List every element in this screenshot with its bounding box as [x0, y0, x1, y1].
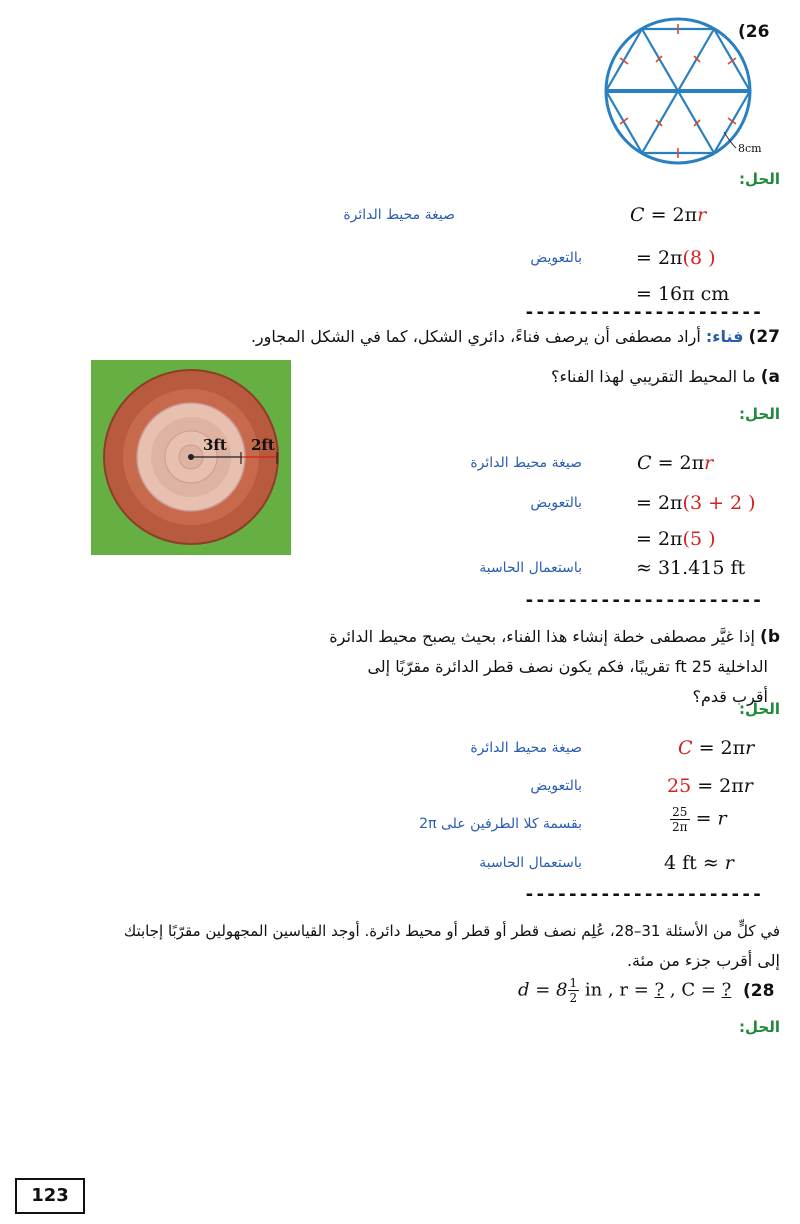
formula-equation: C = 2πr	[630, 204, 707, 226]
solution-heading: الحل:	[739, 1018, 780, 1036]
patio-inner-label: 3ft	[203, 436, 227, 454]
calculator-label: باستعمال الحاسبة	[479, 560, 582, 576]
solution-heading: الحل:	[739, 700, 780, 718]
solution-heading: الحل:	[739, 170, 780, 188]
divider-dashes: ----------------------	[524, 302, 763, 323]
patio-figure	[91, 360, 291, 555]
formula-label: صيغة محيط الدائرة	[470, 455, 582, 471]
q26-number: (26	[738, 22, 770, 42]
substitution-label: بالتعويض	[530, 495, 582, 511]
substitution-equation: = 2π(8 )	[636, 247, 716, 269]
q27-statement: 27) فناء: أراد مصطفى أن يرصف فناءً، دائري الشكل، كما في الشكل المجاور.	[250, 327, 780, 347]
formula-equation: C = 2πr	[678, 737, 755, 759]
calculator-result: ≈ 31.415 ft	[636, 557, 746, 579]
divider-dashes: ----------------------	[524, 884, 763, 905]
q27b-question-line3: أقرب قدم؟	[692, 687, 768, 706]
figure-radius-label: 8cm	[738, 142, 762, 155]
formula-label: صيغة محيط الدائرة	[343, 207, 455, 223]
q27b-question-line2: الداخلية 25 ft تقريبًا، فكم يكون نصف قطر الدائرة مقرّبًا إلى	[367, 657, 768, 676]
q28-intro-line1: في كلٍّ من الأسئلة 31–28، عُلِم نصف قطر أو قطر أو محيط دائرة. أوجد القياسين المجهولين مقرّبًا إجابتك	[123, 922, 780, 940]
q27b-question-line1: b) إذا غيَّر مصطفى خطة إنشاء هذا الفناء، بحيث يصبح محيط الدائرة	[329, 627, 780, 647]
substitution-equation: 25 = 2πr	[667, 775, 753, 797]
division-label: بقسمة كلا الطرفين على 2π	[419, 816, 582, 832]
fraction-25-over-2pi: $\frac{25}{2\pi}$	[672, 805, 688, 834]
divider-dashes: ----------------------	[524, 590, 763, 611]
substitution-label: بالتعويض	[530, 778, 582, 794]
substitution-equation: = 2π(3 + 2 )	[636, 492, 756, 514]
formula-equation: C = 2πr	[637, 452, 714, 474]
formula-label: صيغة محيط الدائرة	[470, 740, 582, 756]
q28-intro-line2: إلى أقرب جزء من مئة.	[626, 951, 780, 970]
substitution-label: بالتعويض	[530, 250, 582, 266]
fraction-one-half: $\frac{1}{2}$	[569, 976, 578, 1005]
result-equation: = 16π cm	[636, 283, 730, 305]
division-equation: $\frac{25}{2\pi}$ = r	[672, 805, 727, 834]
page-number: 123	[15, 1178, 85, 1214]
simplified-equation: = 2π(5 )	[636, 528, 716, 550]
q27a-question: a) ما المحيط التقريبي لهذا الفناء؟	[551, 367, 780, 387]
patio-outer-label: 2ft	[251, 436, 275, 454]
calculator-label: باستعمال الحاسبة	[479, 855, 582, 871]
q28-given: d = 8 $\frac{1}{2}$ in , r = ? , C = ? (28	[518, 976, 775, 1005]
solution-heading: الحل:	[739, 405, 780, 423]
calculator-result: 4 ft ≈ r	[664, 852, 734, 874]
